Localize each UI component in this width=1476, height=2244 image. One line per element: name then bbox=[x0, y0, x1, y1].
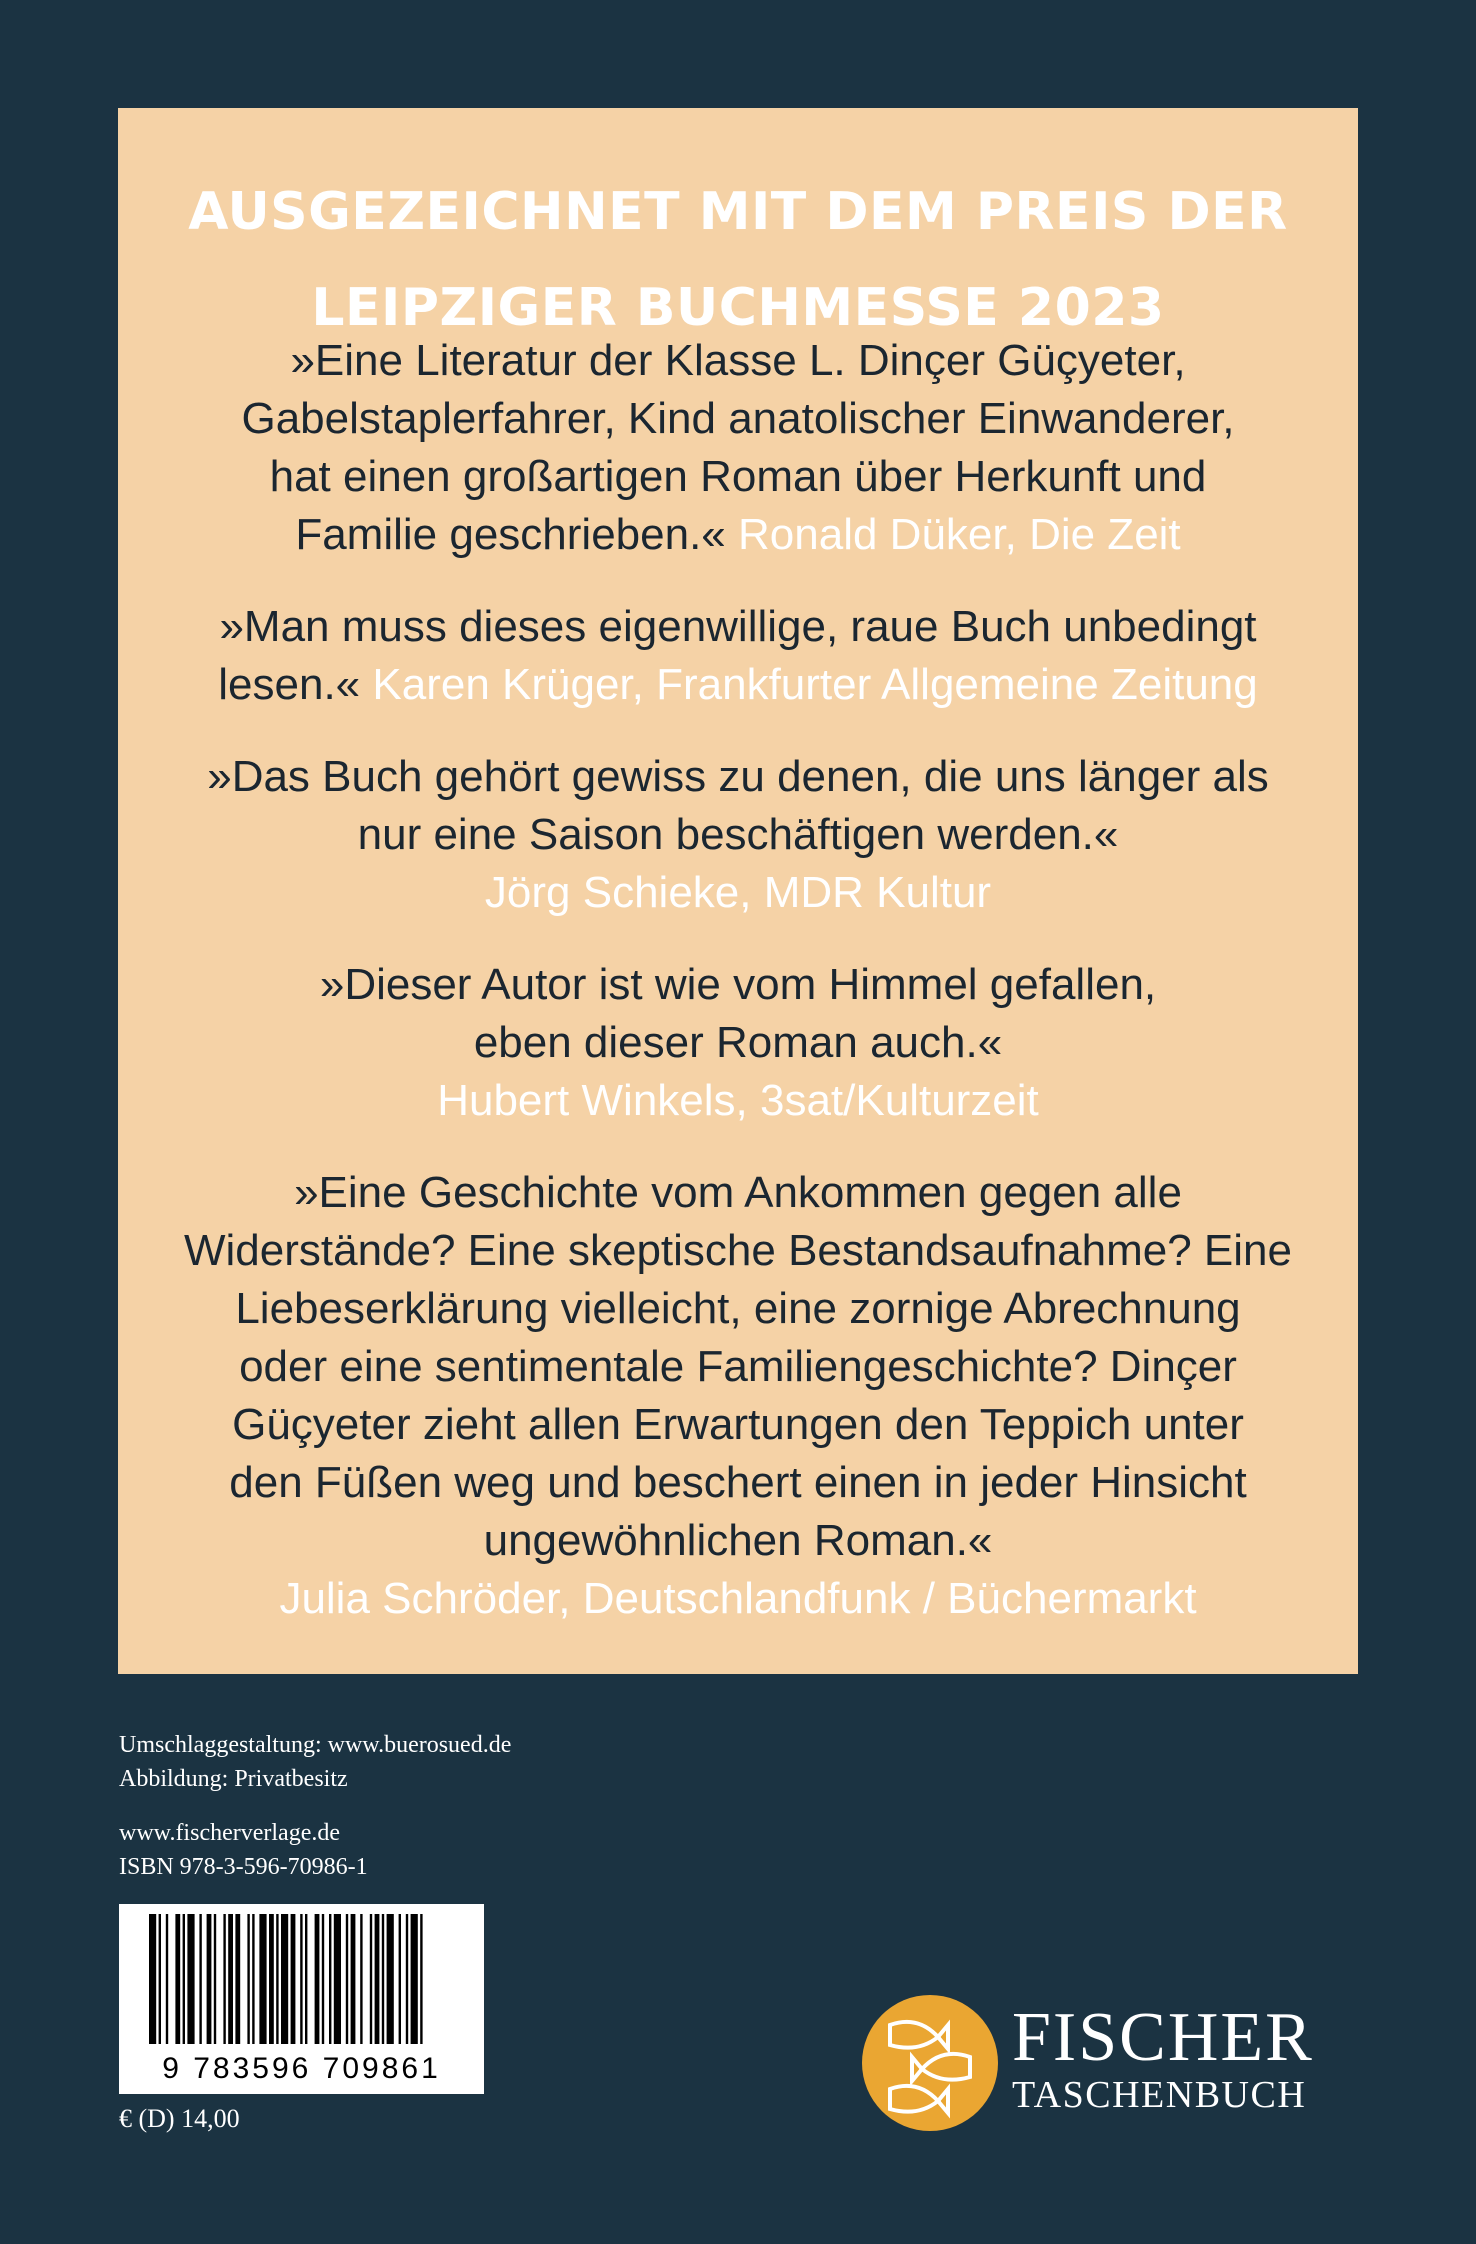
quote-text-line: nur eine Saison beschäftigen werden.« bbox=[357, 810, 1119, 859]
review-quote bbox=[118, 598, 1358, 714]
publisher-website: www.fischerverlage.de bbox=[119, 1820, 341, 1846]
quote-text-line: Widerstände? Eine skeptische Bestandsaufnahme? Eine bbox=[183, 1226, 1292, 1275]
publisher-line-2: TASCHENBUCH bbox=[1012, 2074, 1307, 2116]
headline-line-2: LEIPZIGER BUCHMESSE 2023 bbox=[311, 278, 1165, 338]
award-headline bbox=[118, 164, 1358, 356]
quote-text-line: »Man muss dieses eigenwillige, raue Buch unbedingt bbox=[219, 602, 1257, 651]
quote-source: Karen Krüger, Frankfurter Allgemeine Zeitung bbox=[372, 660, 1258, 709]
barcode-number: 9 783596 709861 bbox=[162, 2052, 441, 2085]
price: € (D) 14,00 bbox=[119, 2104, 240, 2133]
quote-source: Ronald Düker, Die Zeit bbox=[738, 510, 1181, 559]
quote-text-line: Güçyeter zieht allen Erwartungen den Teppich unter bbox=[232, 1400, 1244, 1449]
quote-text-line: »Eine Geschichte vom Ankommen gegen alle bbox=[294, 1168, 1182, 1217]
quote-source: Julia Schröder, Deutschlandfunk / Büchermarkt bbox=[279, 1574, 1197, 1623]
headline-line-1: AUSGEZEICHNET MIT DEM PREIS DER bbox=[188, 182, 1288, 242]
quote-text-line: »Das Buch gehört gewiss zu denen, die uns länger als bbox=[207, 752, 1269, 801]
quote-last-line bbox=[118, 506, 1358, 564]
quote-text-line: Gabelstaplerfahrer, Kind anatolischer Einwanderer, bbox=[241, 394, 1235, 443]
quote-last-line bbox=[118, 864, 1358, 922]
publisher-line-1: FISCHER bbox=[1012, 1999, 1314, 2076]
quote-last-line bbox=[118, 656, 1358, 714]
quote-text-line: hat einen großartigen Roman über Herkunft und bbox=[269, 452, 1207, 501]
isbn: ISBN 978-3-596-70986-1 bbox=[119, 1854, 368, 1880]
quote-text-line: eben dieser Roman auch.« bbox=[473, 1018, 1003, 1067]
quote-text-line: »Dieser Autor ist wie vom Himmel gefallen, bbox=[319, 960, 1157, 1009]
fish-logo-icon bbox=[862, 1995, 998, 2131]
publisher-name bbox=[1012, 1999, 1314, 2116]
review-quotes bbox=[118, 332, 1358, 1662]
review-quote bbox=[118, 332, 1358, 564]
design-credit: Umschlaggestaltung: www.buerosued.de bbox=[119, 1732, 512, 1758]
quote-text-line: lesen.« bbox=[218, 660, 361, 709]
barcode-icon bbox=[119, 1904, 484, 2054]
quote-text-line: Liebeserklärung vielleicht, eine zornige Abrechnung bbox=[235, 1284, 1241, 1333]
quote-text-line: den Füßen weg und beschert einen in jeder Hinsicht bbox=[229, 1458, 1247, 1507]
review-quote bbox=[118, 956, 1358, 1130]
quote-source: Hubert Winkels, 3sat/Kulturzeit bbox=[437, 1076, 1039, 1125]
review-quote bbox=[118, 1164, 1358, 1628]
review-quote bbox=[118, 748, 1358, 922]
barcode bbox=[119, 1904, 484, 2094]
image-credit: Abbildung: Privatbesitz bbox=[119, 1766, 348, 1792]
quote-panel bbox=[118, 108, 1358, 1674]
quote-text-line: Familie geschrieben.« bbox=[295, 510, 726, 559]
quote-source: Jörg Schieke, MDR Kultur bbox=[484, 868, 992, 917]
quote-text-line: »Eine Literatur der Klasse L. Dinçer Güçyeter, bbox=[290, 336, 1186, 385]
quote-text-line: oder eine sentimentale Familiengeschichte? Dinçer bbox=[239, 1342, 1237, 1391]
quote-last-line bbox=[118, 1570, 1358, 1628]
colophon bbox=[119, 1728, 511, 1884]
quote-text-line: ungewöhnlichen Roman.« bbox=[483, 1516, 993, 1565]
quote-last-line bbox=[118, 1072, 1358, 1130]
